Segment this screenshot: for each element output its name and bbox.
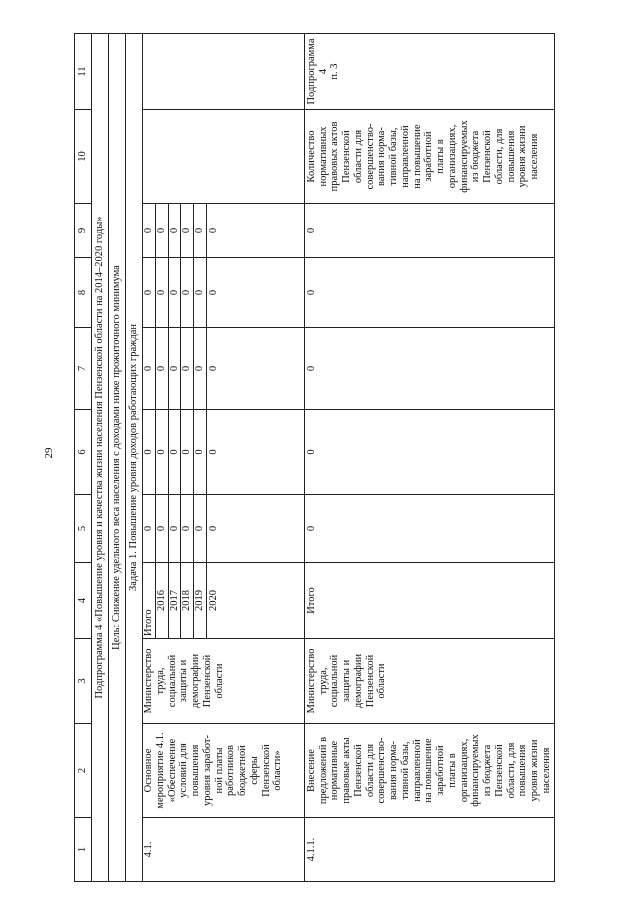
- value-cell: 0: [181, 410, 194, 495]
- value-cell: 0: [194, 204, 207, 258]
- value-cell: 0: [304, 328, 554, 410]
- col-number-7: 7: [75, 328, 92, 410]
- col-number-2: 2: [75, 724, 92, 818]
- executor-name: Министерство труда, социальной защиты и демографии Пензенской области: [143, 639, 305, 724]
- program-table: [74, 33, 555, 882]
- value-cell: 0: [155, 495, 168, 563]
- value-cell: 0: [143, 258, 156, 328]
- col-number-8: 8: [75, 258, 92, 328]
- row-number: 4.1.: [143, 818, 305, 882]
- col-number-4: 4: [75, 563, 92, 639]
- period-label: 2019: [194, 563, 207, 639]
- link-cell: Подпрограмма 4 п. 3: [304, 34, 554, 110]
- value-cell: 0: [181, 204, 194, 258]
- value-cell: 0: [194, 495, 207, 563]
- goal-title: Цель: Снижение удельного веса населения с доходами ниже прожиточного минимума: [109, 34, 126, 882]
- value-cell: 0: [181, 495, 194, 563]
- col-number-11: 11: [75, 34, 92, 110]
- col-number-9: 9: [75, 204, 92, 258]
- value-cell: 0: [155, 204, 168, 258]
- value-cell: 0: [168, 258, 181, 328]
- value-cell: 0: [194, 328, 207, 410]
- indicator-cell: Количество нормативных правовых актов Пензенской области для совершенство- вания норма- тивной базы, направленной на повышение заработной платы в организациях, финансируемых из бюджета Пензенской области, для повышения уровня жизни населения: [304, 110, 554, 204]
- link-cell: [143, 34, 305, 110]
- indicator-cell: [143, 110, 305, 204]
- value-cell: 0: [304, 204, 554, 258]
- col-number-10: 10: [75, 110, 92, 204]
- value-cell: 0: [206, 495, 304, 563]
- value-cell: 0: [155, 258, 168, 328]
- value-cell: 0: [168, 204, 181, 258]
- value-cell: 0: [206, 328, 304, 410]
- period-label: 2017: [168, 563, 181, 639]
- value-cell: 0: [206, 410, 304, 495]
- value-cell: 0: [168, 495, 181, 563]
- measure-name: Основное мероприятие 4.1. «Обеспечение условий для повышения уровня заработ- ной платы работников бюджетной сферы Пензенской области»: [143, 724, 305, 818]
- value-cell: 0: [304, 258, 554, 328]
- page-number: 29: [43, 447, 55, 459]
- rotated-table-wrapper: [74, 34, 586, 882]
- value-cell: 0: [181, 328, 194, 410]
- value-cell: 0: [143, 328, 156, 410]
- period-label: Итого: [143, 563, 156, 639]
- value-cell: 0: [194, 410, 207, 495]
- value-cell: 0: [206, 204, 304, 258]
- period-label: 2020: [206, 563, 304, 639]
- value-cell: 0: [168, 410, 181, 495]
- table-row: [304, 34, 554, 882]
- value-cell: 0: [155, 410, 168, 495]
- measure-name: Внесение предложений в нормативные правовые акты Пензенской области для совершенство- вания норма- тивной базы, направленной на повышение заработной платы в организациях, финансируемых из бюджета Пензенской области, для повышения уровня жизни населения: [304, 724, 554, 818]
- column-number-row: [75, 34, 92, 882]
- col-number-6: 6: [75, 410, 92, 495]
- task-band-row: [126, 34, 143, 882]
- period-label: 2018: [181, 563, 194, 639]
- value-cell: 0: [206, 258, 304, 328]
- value-cell: 0: [143, 410, 156, 495]
- table-row: [143, 34, 156, 882]
- program-title: Подпрограмма 4 «Повышение уровня и качества жизни населения Пензенской области на 2014–2020 годы»: [92, 34, 109, 882]
- value-cell: 0: [168, 328, 181, 410]
- col-number-5: 5: [75, 495, 92, 563]
- period-label: 2016: [155, 563, 168, 639]
- value-cell: 0: [155, 328, 168, 410]
- col-number-1: 1: [75, 818, 92, 882]
- executor-name: Министерство труда, социальной защиты и демографии Пензенской области: [304, 639, 554, 724]
- value-cell: 0: [181, 258, 194, 328]
- value-cell: 0: [304, 410, 554, 495]
- col-number-3: 3: [75, 639, 92, 724]
- value-cell: 0: [143, 495, 156, 563]
- period-label: Итого: [304, 563, 554, 639]
- program-band-row: [92, 34, 109, 882]
- value-cell: 0: [194, 258, 207, 328]
- value-cell: 0: [143, 204, 156, 258]
- task-title: Задача 1. Повышение уровня доходов работающих граждан: [126, 34, 143, 882]
- row-number: 4.1.1.: [304, 818, 554, 882]
- goal-band-row: [109, 34, 126, 882]
- value-cell: 0: [304, 495, 554, 563]
